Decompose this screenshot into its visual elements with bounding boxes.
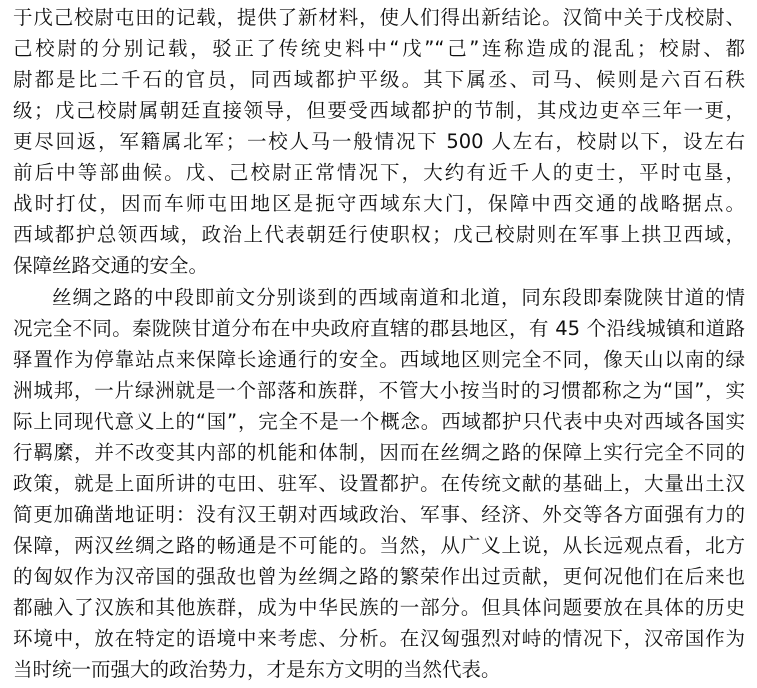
text-line: 洲城邦，一片绿洲就是一个部落和族群，不管大小按当时的习惯都称之为“国”，实 [13,379,745,402]
text-line: 于戊己校尉屯田的记载，提供了新材料，使人们得出新结论。汉简中关于戊校尉、 [13,6,745,29]
text-line: 己校尉的分别记载，驳正了传统史料中“戊”“己”连称造成的混乱；校尉、都 [13,37,745,60]
text-line: 前后中等部曲候。戊、己校尉正常情况下，大约有近千人的吏士，平时屯垦， [13,161,745,184]
text-line: 尉都是比二千石的官员，同西域都护平级。其下属丞、司马、候则是六百石秩 [13,68,745,91]
text-line: 简更加确凿地证明：没有汉王朝对西域政治、军事、经济、外交等各方面强有力的 [13,503,745,526]
text-line: 政策，就是上面所讲的屯田、驻军、设置都护。在传统文献的基础上，大量出土汉 [13,472,745,495]
text-line: 都融入了汉族和其他族群，成为中华民族的一部分。但具体问题要放在具体的历史 [13,596,745,619]
text-line: 丝绸之路的中段即前文分别谈到的西域南道和北道，同东段即秦陇陕甘道的情 [52,286,745,309]
text-line: 行羁縻，并不改变其内部的机能和体制，因而在丝绸之路的保障上实行完全不同的 [13,441,745,464]
text-line: 的匈奴作为汉帝国的强敌也曾为丝绸之路的繁荣作出过贡献，更何况他们在后来也 [13,565,745,588]
text-line: 战时打仗，因而车师屯田地区是扼守西域东大门，保障中西交通的战略据点。 [13,192,745,215]
text-line: 当时统一而强大的政治势力，才是东方文明的当然代表。 [13,658,501,681]
text-line: 驿置作为停靠站点来保障长途通行的安全。西域地区则完全不同，像天山以南的绿 [13,348,745,371]
text-line: 级；戊己校尉属朝廷直接领导，但要受西域都护的节制，其戍边吏卒三年一更， [13,99,745,122]
text-line: 保障，两汉丝绸之路的畅通是不可能的。当然，从广义上说，从长远观点看，北方 [13,534,745,557]
text-line: 况完全不同。秦陇陕甘道分布在中央政府直辖的郡县地区，有 45 个沿线城镇和道路 [13,317,745,340]
text-line: 西域都护总领西域，政治上代表朝廷行使职权；戊己校尉则在军事上拱卫西域， [13,223,745,246]
text-line: 更尽回返，军籍属北军；一校人马一般情况下 500 人左右，校尉以下，设左右 [13,130,745,153]
text-line: 环境中，放在特定的语境中来考虑、分析。在汉匈强烈对峙的情况下，汉帝国作为 [13,627,745,650]
text-line: 保障丝路交通的安全。 [13,254,209,277]
text-line: 际上同现代意义上的“国”，完全不是一个概念。西域都护只代表中央对西域各国实 [13,410,745,433]
